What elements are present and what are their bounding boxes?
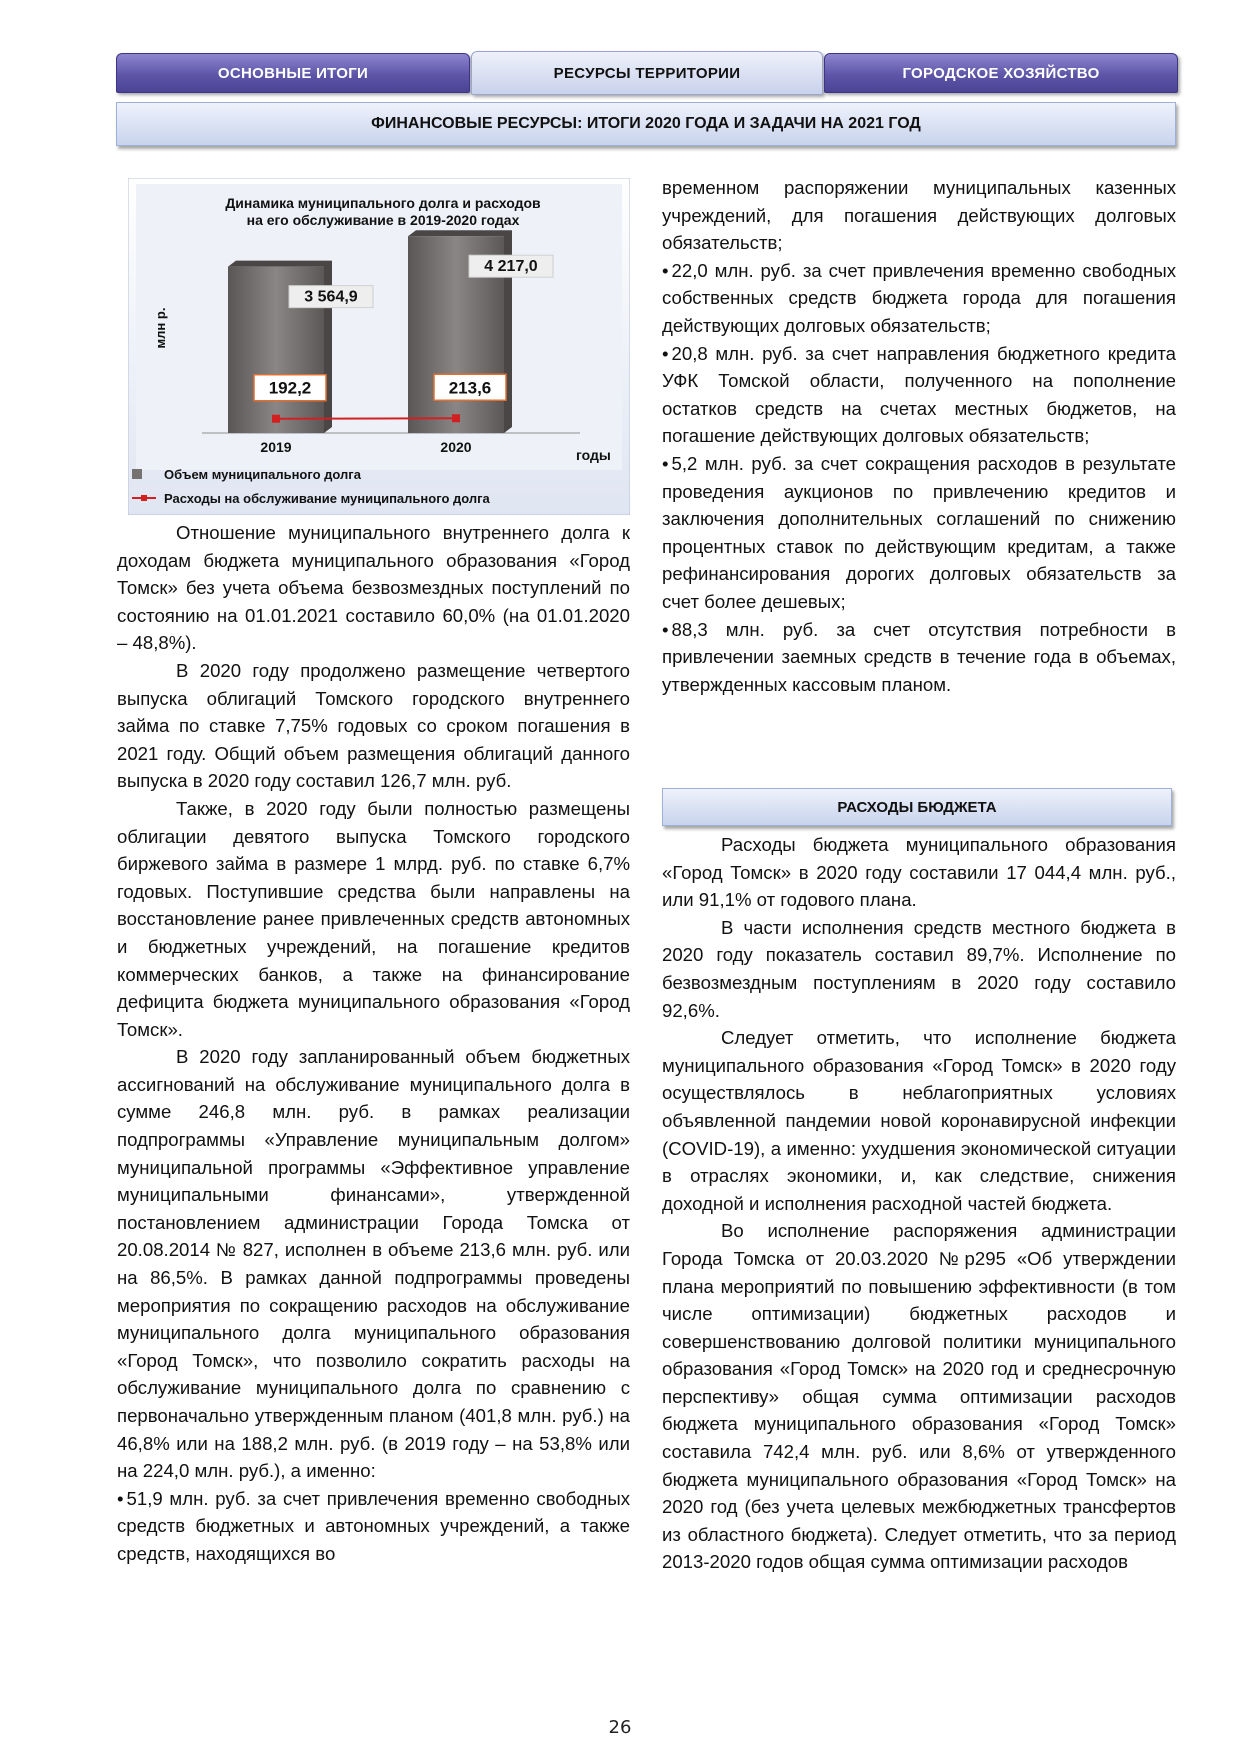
- x-tick-label: 2019: [260, 439, 292, 455]
- tab-territory-resources[interactable]: РЕСУРСЫ ТЕРРИТОРИИ: [471, 51, 823, 95]
- bar-value-label: 4 217,0: [484, 258, 538, 276]
- top-tabs: [116, 53, 1176, 93]
- right-column-top-text: [662, 174, 1176, 698]
- paragraph: временном распоряжении муниципальных казенных учреждений, для погашения действующих долговых обязательств;: [662, 177, 1176, 254]
- expenses-value-label: 192,2: [268, 378, 312, 398]
- legend-label-expenses: Расходы на обслуживание муниципального долга: [164, 491, 490, 506]
- legend-swatch-marker: [141, 495, 147, 501]
- chart-title-line2: на его обслуживание в 2019-2020 годах: [246, 212, 520, 228]
- chart-title-line1: Динамика муниципального долга и расходов: [225, 195, 541, 211]
- paragraph: В 2020 году запланированный объем бюджетных ассигнований на обслуживание муниципального долга в сумме 246,8 млн. руб. в рамках реализации подпрограммы «Управление муниципальным долгом» муниципальной программы «Эффективное управление муниципальными финансами», утвержденной постановлением администрации Города Томска от 20.08.2014 № 827, исполнен в объеме 213,6 млн. руб. или на 86,5%. В рамках данной подпрограммы проведены мероприятия по сокращению расходов на обслуживание муниципального долга муниципального образования «Город Томск», что позволило сократить расходы на обслуживание муниципального долга по сравнению с первоначально утвержденным планом (401,8 млн. руб.) на 46,8% или на 188,2 млн. руб. (в 2019 году – на 53,8% или на 224,0 млн. руб.), а именно:: [117, 1046, 630, 1482]
- subsection-title: РАСХОДЫ БЮДЖЕТА: [662, 788, 1172, 826]
- bullet-paragraph: • 20,8 млн. руб. за счет направления бюджетного кредита УФК Томской области, полученного на пополнение остатков средств на счетах местных бюджетов, на погашение действующих долговых обязательств;: [662, 340, 1176, 450]
- bullet-paragraph: • 51,9 млн. руб. за счет привлечения временно свободных средств бюджетных и автономных учреждений, а также средств, находящихся во: [117, 1485, 630, 1568]
- expenses-marker: [452, 414, 460, 422]
- paragraph: Следует отметить, что исполнение бюджета муниципального образования «Город Томск» в 2020 году осуществлялось в неблагоприятных условиях объявленной пандемии новой коронавирусной инфекции (COVID-19), а именно: ухудшения экономической ситуации в отраслях экономики, и, как следствие, снижения доходной и исполнения расходной частей бюджета.: [662, 1027, 1176, 1214]
- paragraph: Расходы бюджета муниципального образования «Город Томск» в 2020 году составили 17 044,4 млн. руб., или 91,1% от годового плана.: [662, 834, 1176, 911]
- tab-city-economy[interactable]: ГОРОДСКОЕ ХОЗЯЙСТВО: [824, 53, 1178, 93]
- x-axis-label: годы: [576, 447, 611, 463]
- section-title: ФИНАНСОВЫЕ РЕСУРСЫ: ИТОГИ 2020 ГОДА И ЗАДАЧИ НА 2021 ГОД: [116, 102, 1176, 146]
- legend-swatch-debt: [132, 469, 142, 479]
- bullet-paragraph: • 5,2 млн. руб. за счет сокращения расходов в результате проведения аукционов по привлечению кредитов и заключения дополнительных соглашений по снижению процентных ставок по действующим кредитам, а также рефинансирования дорогих долговых обязательств за счет более дешевых;: [662, 450, 1176, 616]
- debt-chart: [128, 178, 630, 515]
- left-column-text: [117, 519, 630, 1568]
- bar-value-label: 3 564,9: [304, 288, 358, 306]
- legend-label-debt: Объем муниципального долга: [164, 467, 361, 482]
- expenses-value-label: 213,6: [448, 378, 492, 398]
- paragraph: В 2020 году продолжено размещение четвертого выпуска облигаций Томского городского внутреннего займа по ставке 7,75% годовых со сроком погашения в 2021 году. Общий объем размещения облигаций данного выпуска в 2020 году составил 126,7 млн. руб.: [117, 659, 630, 792]
- y-axis-label: млн р.: [153, 307, 168, 349]
- bullet-paragraph: • 22,0 млн. руб. за счет привлечения временно свободных собственных средств бюджета города для погашения действующих долговых обязательств;: [662, 257, 1176, 340]
- x-tick-label: 2020: [440, 439, 472, 455]
- right-column-bottom-text: [662, 831, 1176, 1576]
- tab-main-results[interactable]: ОСНОВНЫЕ ИТОГИ: [116, 53, 470, 93]
- bullet-paragraph: • 88,3 млн. руб. за счет отсутствия потребности в привлечении заемных средств в течение года в объемах, утвержденных кассовым планом.: [662, 616, 1176, 699]
- paragraph: Также, в 2020 году были полностью размещены облигации девятого выпуска Томского городского биржевого займа в размере 1 млрд. руб. по ставке 6,7% годовых. Поступившие средства были направлены на восстановление ранее привлеченных средств автономных и бюджетных учреждений, на погашение кредитов коммерческих банков, а также на финансирование дефицита бюджета муниципального образования «Город Томск».: [117, 797, 630, 1040]
- paragraph: Отношение муниципального внутреннего долга к доходам бюджета муниципального образования «Город Томск» без учета объема безвозмездных поступлений по состоянию на 01.01.2021 составило 60,0% (на 01.01.2020 – 48,8%).: [117, 522, 630, 654]
- paragraph: Во исполнение распоряжения администрации Города Томска от 20.03.2020 №р295 «Об утверждении плана мероприятий по повышению эффективности (в том числе оптимизации) бюджетных расходов и совершенствованию долговой политики муниципального образования «Город Томск» на 2020 год и среднесрочную перспективу» общая сумма оптимизации расходов бюджета муниципального образования «Город Томск» составила 742,4 млн. руб. или 8,6% от утвержденного бюджета муниципального образования «Город Томск» на 2020 год (без учета целевых межбюджетных трансфертов из областного бюджета). Следует отметить, что за период 2013-2020 годов общая сумма оптимизации расходов: [662, 1220, 1176, 1573]
- page-number: 26: [608, 1717, 632, 1738]
- paragraph: В части исполнения средств местного бюджета в 2020 году показатель составил 89,7%. Исполнение по безвозмездным поступлениям в 2020 году составило 92,6%.: [662, 916, 1176, 1021]
- expenses-marker: [272, 415, 280, 423]
